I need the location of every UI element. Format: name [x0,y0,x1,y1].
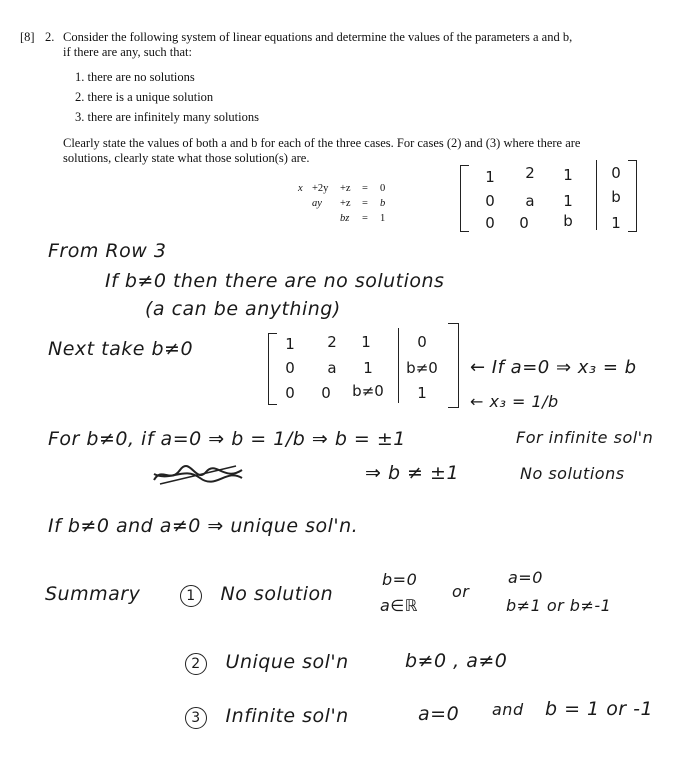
crossed-out-scribble [150,462,246,488]
no-solutions: No solutions [520,464,625,483]
circled-number: 3 [185,707,207,729]
summary-2-cond: b≠0 , a≠0 [405,650,508,672]
instruction-2: solutions, clearly state what those solution(s) are. [63,151,310,165]
note-x3: ← x₃ = 1/b [470,392,559,411]
from-row-3: From Row 3 [48,240,167,262]
equation-row: x +2y +z = 0 [298,183,386,194]
b-not-pm1: ⇒ b ≠ ±1 [365,462,460,484]
summary-1-cond1: b=0 [382,570,418,589]
summary-1-cond2: a=0 [508,568,543,587]
question-number: 2. [45,30,55,44]
list-item: 1. there are no solutions [75,70,195,84]
summary-3-cond2: b = 1 or -1 [545,698,654,720]
list-item: 2. there is a unique solution [75,90,214,104]
summary-row-2: 2 Unique sol'n [185,651,349,675]
unique-solution-line: If b≠0 and a≠0 ⇒ unique sol'n. [48,515,359,537]
note-a-zero: ← If a=0 ⇒ x₃ = b [470,357,637,378]
summary-3-cond1: a=0 [418,703,460,725]
summary-3-and: and [492,700,524,719]
circled-number: 2 [185,653,207,675]
summary-label: Summary [45,583,141,605]
for-b-line: For b≠0, if a=0 ⇒ b = 1/b ⇒ b = ±1 [48,428,406,450]
no-solutions-condition: If b≠0 then there are no solutions [105,270,445,292]
question-stem-2: if there are any, such that: [63,45,192,59]
circled-number: 1 [180,585,202,607]
summary-row-3: 3 Infinite sol'n [185,705,349,729]
equation-row: bz = 1 [340,213,386,224]
next-take: Next take b≠0 [48,338,194,360]
summary-1-or: or [452,582,470,601]
question-stem-1: Consider the following system of linear equations and determine the values of the parameters a and b, [63,30,573,44]
marks: [8] [20,30,35,44]
for-infinite-solutions: For infinite sol'n [516,428,654,447]
equation-row: ay +z = b [312,198,386,209]
list-item: 3. there are infinitely many solutions [75,110,259,124]
instruction-1: Clearly state the values of both a and b for each of the three cases. For cases (2) and (3) where there are [63,136,581,150]
a-anything: (a can be anything) [145,298,341,320]
summary-1-cond1b: a∈ℝ [380,596,418,615]
summary-1-cond2b: b≠1 or b≠-1 [506,596,612,615]
summary-row-1: 1 No solution [180,583,333,607]
